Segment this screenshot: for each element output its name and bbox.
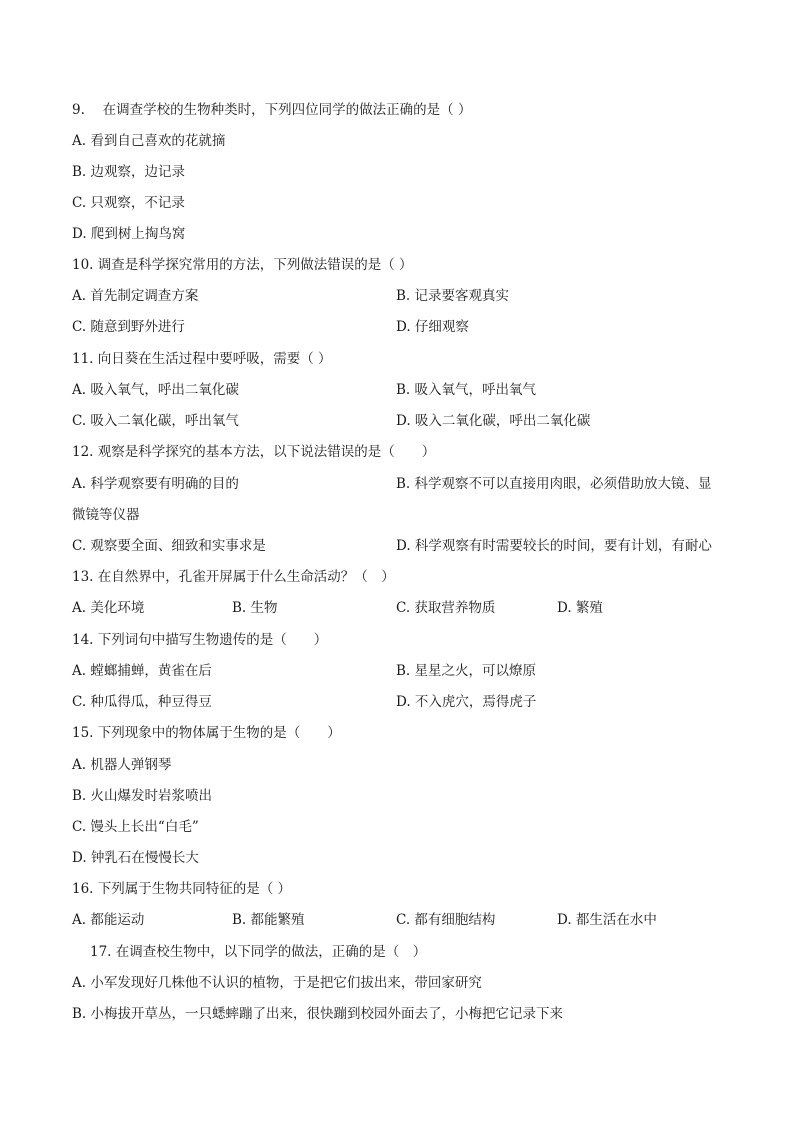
option: A. 首先制定调查方案 [72,288,199,304]
option: A. 吸入氧气，呼出二氧化碳 [72,382,239,398]
question-15-stem: 15. 下列现象中的物体属于生物的是（ ） [72,725,341,741]
option: C. 都有细胞结构 [396,912,496,928]
option: C. 获取营养物质 [396,600,496,616]
option: C. 吸入二氧化碳，呼出氧气 [72,413,239,429]
option: C. 随意到野外进行 [72,319,185,335]
option: C. 只观察，不记录 [72,195,185,211]
option: B. 都能繁殖 [232,912,305,928]
question-12-stem: 12. 观察是科学探究的基本方法，以下说法错误的是（ ） [72,444,436,460]
option: B. 记录要客观真实 [396,288,510,304]
option-continuation: 微镜等仪器 [72,507,140,523]
option: D. 都生活在水中 [557,912,657,928]
option: B. 科学观察不可以直接用肉眼，必须借助放大镜、显 [396,476,712,492]
option: A. 机器人弹钢琴 [72,757,172,773]
question-17-stem: 17. 在调查校生物中，以下同学的做法，正确的是（ ） [90,944,427,960]
option: D. 仔细观察 [396,319,469,335]
option: D. 吸入二氧化碳，呼出二氧化碳 [396,413,591,429]
option: D. 钟乳石在慢慢长大 [72,850,199,866]
option: A. 螳螂捕蝉，黄雀在后 [72,663,212,679]
option: B. 星星之火，可以燎原 [396,663,537,679]
option: B. 边观察，边记录 [72,164,186,180]
option: C. 观察要全面、细致和实事求是 [72,538,266,554]
option: C. 种瓜得瓜，种豆得豆 [72,694,212,710]
option: A. 都能运动 [72,912,145,928]
option: A. 看到自己喜欢的花就摘 [72,133,226,149]
question-16-stem: 16. 下列属于生物共同特征的是（ ） [72,881,292,897]
option: D. 繁殖 [557,600,603,616]
option: B. 吸入氧气，呼出氧气 [396,382,537,398]
question-14-stem: 14. 下列词句中描写生物遗传的是（ ） [72,632,328,648]
option: D. 不入虎穴，焉得虎子 [396,694,537,710]
option: D. 科学观察有时需要较长的时间，要有计划，有耐心 [396,538,712,554]
question-11-stem: 11. 向日葵在生活过程中要呼吸，需要（ ） [72,351,332,367]
option: D. 爬到树上掏鸟窝 [72,226,186,242]
option: B. 小梅拔开草丛，一只蟋蟀蹦了出来，很快蹦到校园外面去了，小梅把它记录下来 [72,1006,564,1022]
option: B. 火山爆发时岩浆喷出 [72,788,213,804]
option: C. 馒头上长出“白毛” [72,819,199,835]
question-10-stem: 10. 调查是科学探究常用的方法，下列做法错误的是（ ） [72,257,413,273]
option: A. 小军发现好几株他不认识的植物，于是把它们拔出来，带回家研究 [72,975,482,991]
option: B. 生物 [232,600,278,616]
option: A. 美化环境 [72,600,145,616]
question-13-stem: 13. 在自然界中，孔雀开屏属于什么生命活动？（ ） [72,569,395,585]
question-9-stem: 9. 在调查学校的生物种类时，下列四位同学的做法正确的是（ ） [72,102,472,118]
option: A. 科学观察要有明确的目的 [72,476,239,492]
